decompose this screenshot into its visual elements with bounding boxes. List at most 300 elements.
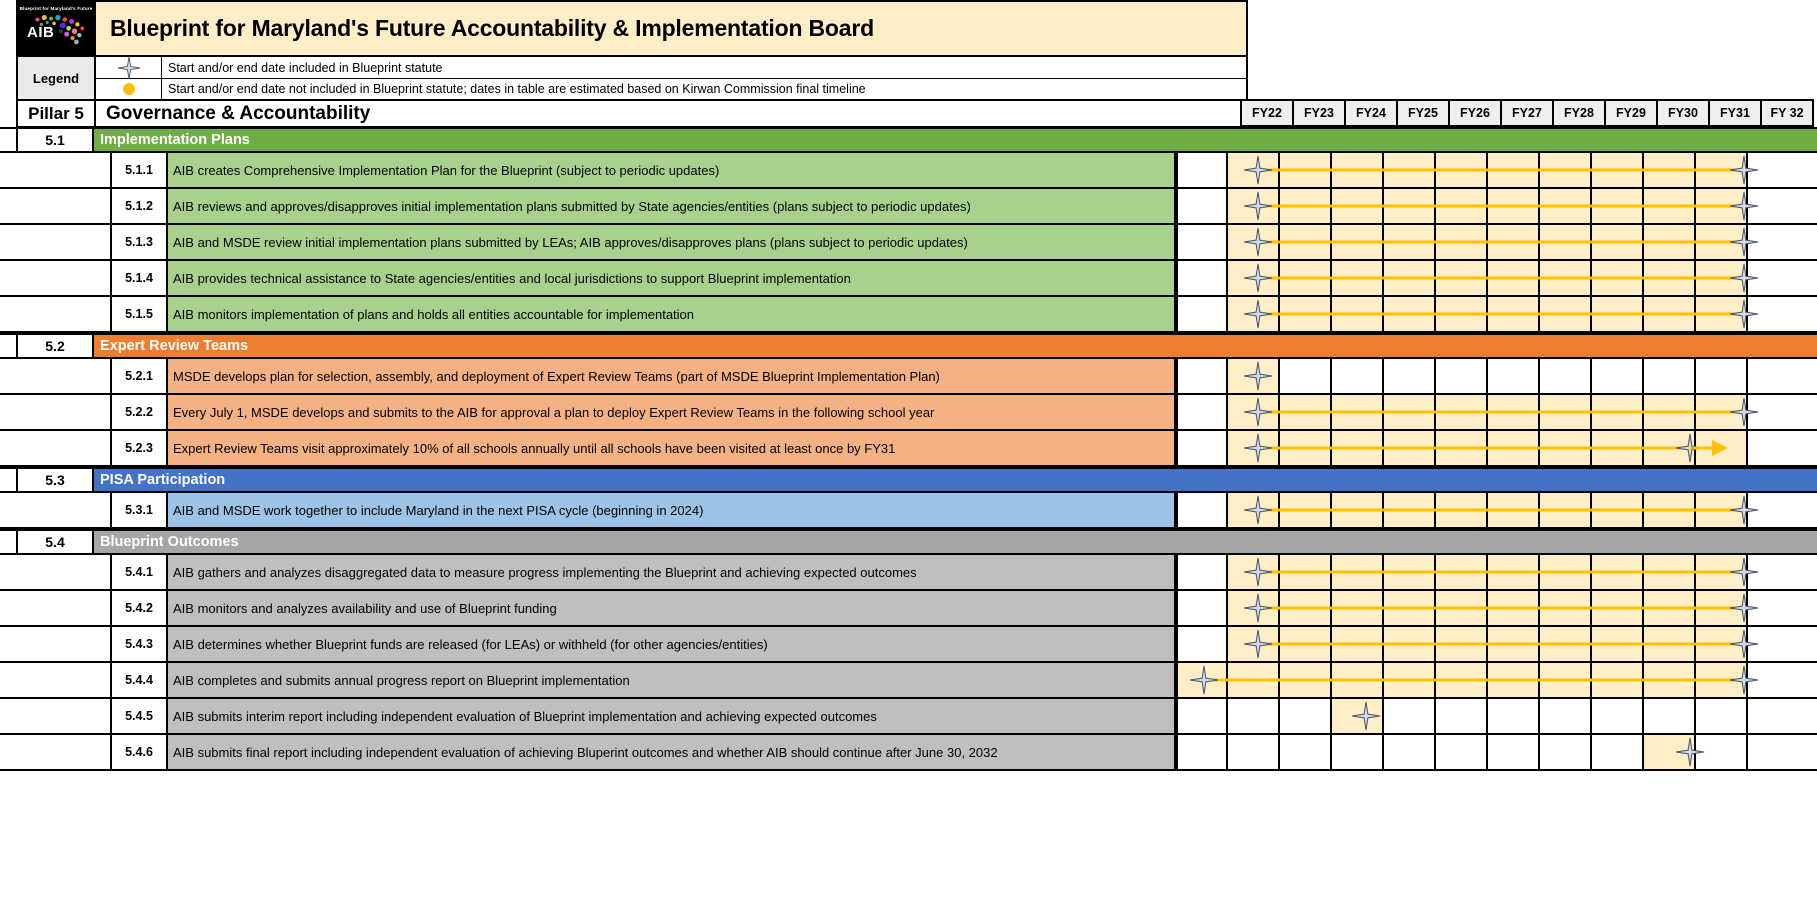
fiscal-year-cell: FY22 [1240, 101, 1292, 125]
timeline-cell[interactable] [1488, 359, 1540, 393]
timeline-cell[interactable] [1644, 225, 1696, 259]
task-id: 5.4.2 [110, 591, 168, 625]
fiscal-year-cell: FY31 [1708, 101, 1760, 125]
timeline-cell[interactable] [1332, 395, 1384, 429]
row-indent [16, 627, 110, 661]
timeline-cell[interactable] [1644, 261, 1696, 295]
row-indent [16, 591, 110, 625]
table-row [0, 297, 1817, 333]
timeline-cell[interactable] [1436, 359, 1488, 393]
legend [16, 55, 1248, 100]
timeline-cell[interactable] [1436, 153, 1488, 187]
timeline-cell[interactable] [1540, 627, 1592, 661]
timeline-cell[interactable] [1696, 225, 1748, 259]
timeline-cell[interactable] [1280, 735, 1332, 769]
timeline-cell[interactable] [1176, 359, 1228, 393]
timeline-cell[interactable] [1436, 699, 1488, 733]
timeline-cell[interactable] [1228, 591, 1280, 625]
timeline-cell[interactable] [1176, 493, 1228, 527]
timeline-cell[interactable] [1592, 493, 1644, 527]
task-id: 5.2.1 [110, 359, 168, 393]
task-description: AIB submits final report including independent evaluation of achieving Bluperint outcomes and whether AIB should continue after June 30, 2032 [168, 735, 1176, 769]
timeline-cell[interactable] [1176, 591, 1228, 625]
timeline-cell[interactable] [1644, 189, 1696, 223]
timeline-cell[interactable] [1592, 591, 1644, 625]
timeline-cell[interactable] [1540, 555, 1592, 589]
timeline-cell[interactable] [1436, 493, 1488, 527]
fiscal-year-cell: FY30 [1656, 101, 1708, 125]
task-id: 5.2.2 [110, 395, 168, 429]
task-description: AIB creates Comprehensive Implementation Plan for the Blueprint (subject to periodic updates) [168, 153, 1176, 187]
timeline-cell[interactable] [1696, 261, 1748, 295]
timeline-cell[interactable] [1280, 431, 1332, 465]
row-gutter [0, 627, 16, 661]
task-id: 5.4.6 [110, 735, 168, 769]
timeline-cell[interactable] [1384, 735, 1436, 769]
row-gutter [0, 531, 16, 553]
timeline-cell[interactable] [1488, 493, 1540, 527]
dot-icon [96, 79, 162, 99]
section-number: 5.4 [16, 531, 94, 553]
timeline-cell[interactable] [1696, 359, 1748, 393]
page-title: Blueprint for Maryland's Future Accountability & Implementation Board [96, 2, 1246, 55]
timeline-cell[interactable] [1540, 431, 1592, 465]
task-description: AIB gathers and analyzes disaggregated data to measure progress implementing the Blueprint and achieving expected outcomes [168, 555, 1176, 589]
timeline-cell[interactable] [1488, 663, 1540, 697]
row-indent [16, 189, 110, 223]
section-number: 5.1 [16, 129, 94, 151]
row-gutter [0, 129, 16, 151]
timeline-cell[interactable] [1644, 735, 1696, 769]
table-row [0, 431, 1817, 467]
timeline-cell[interactable] [1488, 627, 1540, 661]
timeline-cell[interactable] [1228, 153, 1280, 187]
timeline-cell[interactable] [1696, 555, 1748, 589]
timeline-cell[interactable] [1176, 431, 1228, 465]
row-gutter [0, 431, 16, 465]
timeline-cell[interactable] [1592, 555, 1644, 589]
timeline-cell[interactable] [1488, 297, 1540, 331]
table-row [0, 699, 1817, 735]
timeline-cell[interactable] [1488, 431, 1540, 465]
timeline-cell[interactable] [1332, 297, 1384, 331]
task-timeline [1176, 225, 1748, 259]
pillar-name: Governance & Accountability [96, 101, 1246, 126]
timeline-cell[interactable] [1540, 493, 1592, 527]
row-gutter [0, 555, 16, 589]
timeline-cell[interactable] [1332, 261, 1384, 295]
timeline-cell[interactable] [1592, 359, 1644, 393]
row-gutter [0, 297, 16, 331]
row-indent [16, 555, 110, 589]
timeline-cell[interactable] [1488, 735, 1540, 769]
table-row [0, 189, 1817, 225]
timeline-cell[interactable] [1592, 189, 1644, 223]
section-title: Expert Review Teams [94, 335, 1817, 357]
timeline-cell[interactable] [1228, 359, 1280, 393]
timeline-cell[interactable] [1332, 555, 1384, 589]
timeline-cell[interactable] [1540, 261, 1592, 295]
timeline-cell[interactable] [1176, 225, 1228, 259]
task-description: Every July 1, MSDE develops and submits to the AIB for approval a plan to deploy Expert Review Teams in the following school year [168, 395, 1176, 429]
task-description: AIB submits interim report including independent evaluation of Blueprint implementation and achieving expected outcomes [168, 699, 1176, 733]
timeline-cell[interactable] [1644, 153, 1696, 187]
timeline-cell[interactable] [1540, 591, 1592, 625]
timeline-cell[interactable] [1176, 261, 1228, 295]
fiscal-year-cell: FY29 [1604, 101, 1656, 125]
timeline-cell[interactable] [1176, 735, 1228, 769]
timeline-cell[interactable] [1696, 297, 1748, 331]
table-row [0, 359, 1817, 395]
timeline-cell[interactable] [1696, 395, 1748, 429]
timeline-cell[interactable] [1176, 699, 1228, 733]
section-title: Blueprint Outcomes [94, 531, 1817, 553]
task-timeline [1176, 261, 1748, 295]
timeline-cell[interactable] [1384, 663, 1436, 697]
task-description: AIB monitors implementation of plans and holds all entities accountable for implementation [168, 297, 1176, 331]
legend-item-text: Start and/or end date not included in Blueprint statute; dates in table are estimated based on Kirwan Commission final timeline [162, 79, 1246, 99]
timeline-cell[interactable] [1228, 663, 1280, 697]
timeline-cell[interactable] [1696, 493, 1748, 527]
legend-rows [96, 57, 1246, 99]
task-timeline [1176, 627, 1748, 661]
timeline-cell[interactable] [1176, 189, 1228, 223]
timeline-cell[interactable] [1332, 189, 1384, 223]
row-indent [16, 493, 110, 527]
task-timeline [1176, 395, 1748, 429]
fiscal-year-header [1240, 99, 1814, 127]
timeline-cell[interactable] [1644, 431, 1696, 465]
fiscal-year-cell: FY23 [1292, 101, 1344, 125]
timeline-cell[interactable] [1644, 699, 1696, 733]
row-indent [16, 663, 110, 697]
timeline-cell[interactable] [1176, 627, 1228, 661]
timeline-cell[interactable] [1280, 591, 1332, 625]
timeline-cell[interactable] [1436, 261, 1488, 295]
row-indent [16, 297, 110, 331]
task-id: 5.1.3 [110, 225, 168, 259]
timeline-cell[interactable] [1644, 627, 1696, 661]
timeline-cell[interactable] [1384, 189, 1436, 223]
timeline-cell[interactable] [1280, 297, 1332, 331]
row-gutter [0, 225, 16, 259]
timeline-cell[interactable] [1540, 663, 1592, 697]
timeline-cell[interactable] [1540, 153, 1592, 187]
table-row [0, 493, 1817, 529]
timeline-cell[interactable] [1228, 189, 1280, 223]
pillar-row [16, 100, 1248, 128]
task-timeline [1176, 189, 1748, 223]
section-number: 5.3 [16, 469, 94, 491]
row-gutter [0, 335, 16, 357]
gantt-grid [0, 127, 1817, 771]
timeline-cell[interactable] [1280, 395, 1332, 429]
task-timeline [1176, 493, 1748, 527]
timeline-cell[interactable] [1696, 153, 1748, 187]
timeline-cell[interactable] [1332, 699, 1384, 733]
task-timeline [1176, 591, 1748, 625]
legend-item-text: Start and/or end date included in Blueprint statute [162, 57, 1246, 78]
timeline-cell[interactable] [1332, 153, 1384, 187]
timeline-cell[interactable] [1540, 297, 1592, 331]
task-description: AIB completes and submits annual progress report on Blueprint implementation [168, 663, 1176, 697]
timeline-cell[interactable] [1280, 627, 1332, 661]
table-row [0, 735, 1817, 771]
timeline-cell[interactable] [1696, 699, 1748, 733]
timeline-cell[interactable] [1228, 297, 1280, 331]
legend-label: Legend [18, 57, 96, 99]
timeline-cell[interactable] [1384, 431, 1436, 465]
task-id: 5.1.4 [110, 261, 168, 295]
timeline-cell[interactable] [1436, 555, 1488, 589]
fiscal-year-cell: FY 32 [1760, 101, 1812, 125]
timeline-cell[interactable] [1592, 627, 1644, 661]
task-id: 5.1.1 [110, 153, 168, 187]
fiscal-year-cell: FY25 [1396, 101, 1448, 125]
row-gutter [0, 189, 16, 223]
row-gutter [0, 261, 16, 295]
timeline-cell[interactable] [1436, 297, 1488, 331]
timeline-cell[interactable] [1384, 225, 1436, 259]
timeline-cell[interactable] [1644, 395, 1696, 429]
task-id: 5.1.5 [110, 297, 168, 331]
legend-item [96, 78, 1246, 99]
timeline-cell[interactable] [1280, 663, 1332, 697]
task-description: AIB reviews and approves/disapproves initial implementation plans submitted by State agencies/entities (plans subject to periodic updates) [168, 189, 1176, 223]
row-gutter [0, 469, 16, 491]
timeline-cell[interactable] [1280, 189, 1332, 223]
table-row [0, 591, 1817, 627]
table-row [0, 663, 1817, 699]
timeline-cell[interactable] [1436, 395, 1488, 429]
timeline-cell[interactable] [1228, 735, 1280, 769]
task-description: MSDE develops plan for selection, assembly, and deployment of Expert Review Teams (part of MSDE Blueprint Implementation Plan) [168, 359, 1176, 393]
row-gutter [0, 735, 16, 769]
timeline-cell[interactable] [1696, 627, 1748, 661]
row-indent [16, 225, 110, 259]
timeline-cell[interactable] [1436, 431, 1488, 465]
task-description: AIB monitors and analyzes availability and use of Blueprint funding [168, 591, 1176, 625]
timeline-cell[interactable] [1332, 493, 1384, 527]
timeline-cell[interactable] [1488, 699, 1540, 733]
task-timeline [1176, 699, 1748, 733]
timeline-cell[interactable] [1644, 591, 1696, 625]
timeline-cell[interactable] [1384, 359, 1436, 393]
section-number: 5.2 [16, 335, 94, 357]
timeline-cell[interactable] [1228, 555, 1280, 589]
timeline-cell[interactable] [1488, 395, 1540, 429]
timeline-cell[interactable] [1488, 225, 1540, 259]
task-id: 5.2.3 [110, 431, 168, 465]
star-icon [96, 57, 162, 78]
task-description: AIB determines whether Blueprint funds are released (for LEAs) or withheld (for other agencies/entities) [168, 627, 1176, 661]
fiscal-year-cell: FY27 [1500, 101, 1552, 125]
timeline-cell[interactable] [1280, 261, 1332, 295]
fiscal-year-cell: FY24 [1344, 101, 1396, 125]
timeline-cell[interactable] [1592, 699, 1644, 733]
row-gutter [0, 153, 16, 187]
section-title: PISA Participation [94, 469, 1817, 491]
timeline-cell[interactable] [1488, 555, 1540, 589]
fiscal-year-cell: FY28 [1552, 101, 1604, 125]
timeline-cell[interactable] [1644, 555, 1696, 589]
timeline-cell[interactable] [1280, 359, 1332, 393]
task-id: 5.4.3 [110, 627, 168, 661]
aib-logo [18, 2, 96, 55]
task-timeline [1176, 297, 1748, 331]
timeline-cell[interactable] [1592, 431, 1644, 465]
table-row [0, 153, 1817, 189]
timeline-cell[interactable] [1696, 189, 1748, 223]
timeline-cell[interactable] [1384, 395, 1436, 429]
timeline-cell[interactable] [1384, 261, 1436, 295]
logo-acronym-text: AIB [27, 24, 55, 41]
row-gutter [0, 699, 16, 733]
section-title: Implementation Plans [94, 129, 1817, 151]
timeline-cell[interactable] [1280, 555, 1332, 589]
timeline-cell[interactable] [1644, 663, 1696, 697]
timeline-cell[interactable] [1384, 699, 1436, 733]
table-row [0, 555, 1817, 591]
page-header [16, 0, 1248, 55]
task-description: AIB and MSDE work together to include Maryland in the next PISA cycle (beginning in 2024) [168, 493, 1176, 527]
task-id: 5.4.4 [110, 663, 168, 697]
timeline-cell[interactable] [1436, 735, 1488, 769]
timeline-cell[interactable] [1696, 663, 1748, 697]
timeline-cell[interactable] [1228, 699, 1280, 733]
task-timeline [1176, 359, 1748, 393]
timeline-cell[interactable] [1592, 225, 1644, 259]
task-id: 5.3.1 [110, 493, 168, 527]
section-header-row [0, 467, 1817, 493]
timeline-cell[interactable] [1644, 359, 1696, 393]
timeline-cell[interactable] [1436, 225, 1488, 259]
row-gutter [0, 359, 16, 393]
timeline-cell[interactable] [1332, 591, 1384, 625]
timeline-cell[interactable] [1540, 735, 1592, 769]
timeline-cell[interactable] [1332, 735, 1384, 769]
timeline-cell[interactable] [1228, 395, 1280, 429]
fiscal-year-cell: FY26 [1448, 101, 1500, 125]
timeline-cell[interactable] [1592, 153, 1644, 187]
row-gutter [0, 591, 16, 625]
timeline-cell[interactable] [1540, 189, 1592, 223]
task-description: Expert Review Teams visit approximately 10% of all schools annually until all schools have been visited at least once by FY31 [168, 431, 1176, 465]
section-header-row [0, 333, 1817, 359]
timeline-cell[interactable] [1332, 663, 1384, 697]
task-description: AIB provides technical assistance to State agencies/entities and local jurisdictions to support Blueprint implementation [168, 261, 1176, 295]
timeline-cell[interactable] [1384, 153, 1436, 187]
timeline-cell[interactable] [1280, 699, 1332, 733]
timeline-cell[interactable] [1384, 297, 1436, 331]
timeline-cell[interactable] [1540, 699, 1592, 733]
timeline-cell[interactable] [1592, 735, 1644, 769]
row-gutter [0, 663, 16, 697]
timeline-cell[interactable] [1436, 189, 1488, 223]
task-id: 5.1.2 [110, 189, 168, 223]
timeline-cell[interactable] [1176, 153, 1228, 187]
timeline-cell[interactable] [1332, 431, 1384, 465]
timeline-cell[interactable] [1280, 225, 1332, 259]
timeline-cell[interactable] [1592, 261, 1644, 295]
timeline-cell[interactable] [1488, 591, 1540, 625]
task-timeline [1176, 153, 1748, 187]
timeline-cell[interactable] [1540, 225, 1592, 259]
timeline-cell[interactable] [1696, 591, 1748, 625]
row-indent [16, 153, 110, 187]
timeline-cell[interactable] [1176, 395, 1228, 429]
timeline-cell[interactable] [1540, 395, 1592, 429]
timeline-cell[interactable] [1384, 627, 1436, 661]
table-row [0, 627, 1817, 663]
table-row [0, 225, 1817, 261]
timeline-cell[interactable] [1488, 189, 1540, 223]
timeline-cell[interactable] [1436, 663, 1488, 697]
timeline-cell[interactable] [1644, 297, 1696, 331]
task-timeline [1176, 431, 1748, 465]
row-gutter [0, 493, 16, 527]
timeline-cell[interactable] [1176, 297, 1228, 331]
timeline-cell[interactable] [1228, 493, 1280, 527]
timeline-cell[interactable] [1488, 261, 1540, 295]
task-id: 5.4.1 [110, 555, 168, 589]
task-timeline [1176, 663, 1748, 697]
timeline-cell[interactable] [1592, 297, 1644, 331]
timeline-cell[interactable] [1436, 627, 1488, 661]
timeline-cell[interactable] [1384, 493, 1436, 527]
pillar-number: Pillar 5 [18, 101, 96, 126]
timeline-cell[interactable] [1280, 153, 1332, 187]
task-timeline [1176, 735, 1748, 769]
row-gutter [0, 395, 16, 429]
row-indent [16, 395, 110, 429]
timeline-cell[interactable] [1176, 663, 1228, 697]
timeline-cell[interactable] [1228, 225, 1280, 259]
timeline-cell[interactable] [1488, 153, 1540, 187]
legend-item [96, 57, 1246, 78]
section-header-row [0, 127, 1817, 153]
timeline-cell[interactable] [1384, 555, 1436, 589]
timeline-cell[interactable] [1384, 591, 1436, 625]
task-timeline [1176, 555, 1748, 589]
timeline-cell[interactable] [1436, 591, 1488, 625]
timeline-cell[interactable] [1540, 359, 1592, 393]
table-row [0, 261, 1817, 297]
timeline-cell[interactable] [1592, 395, 1644, 429]
timeline-cell[interactable] [1696, 431, 1748, 465]
task-id: 5.4.5 [110, 699, 168, 733]
row-indent [16, 261, 110, 295]
section-header-row [0, 529, 1817, 555]
table-row [0, 395, 1817, 431]
timeline-cell[interactable] [1644, 493, 1696, 527]
timeline-cell[interactable] [1592, 663, 1644, 697]
timeline-cell[interactable] [1332, 627, 1384, 661]
timeline-cell[interactable] [1228, 261, 1280, 295]
timeline-cell[interactable] [1332, 359, 1384, 393]
row-indent [16, 699, 110, 733]
timeline-cell[interactable] [1176, 555, 1228, 589]
timeline-cell[interactable] [1696, 735, 1748, 769]
timeline-cell[interactable] [1280, 493, 1332, 527]
row-indent [16, 359, 110, 393]
timeline-cell[interactable] [1332, 225, 1384, 259]
logo-title-text: Blueprint for Maryland's Future [19, 6, 93, 11]
row-indent [16, 735, 110, 769]
timeline-cell[interactable] [1228, 627, 1280, 661]
timeline-cell[interactable] [1228, 431, 1280, 465]
row-indent [16, 431, 110, 465]
